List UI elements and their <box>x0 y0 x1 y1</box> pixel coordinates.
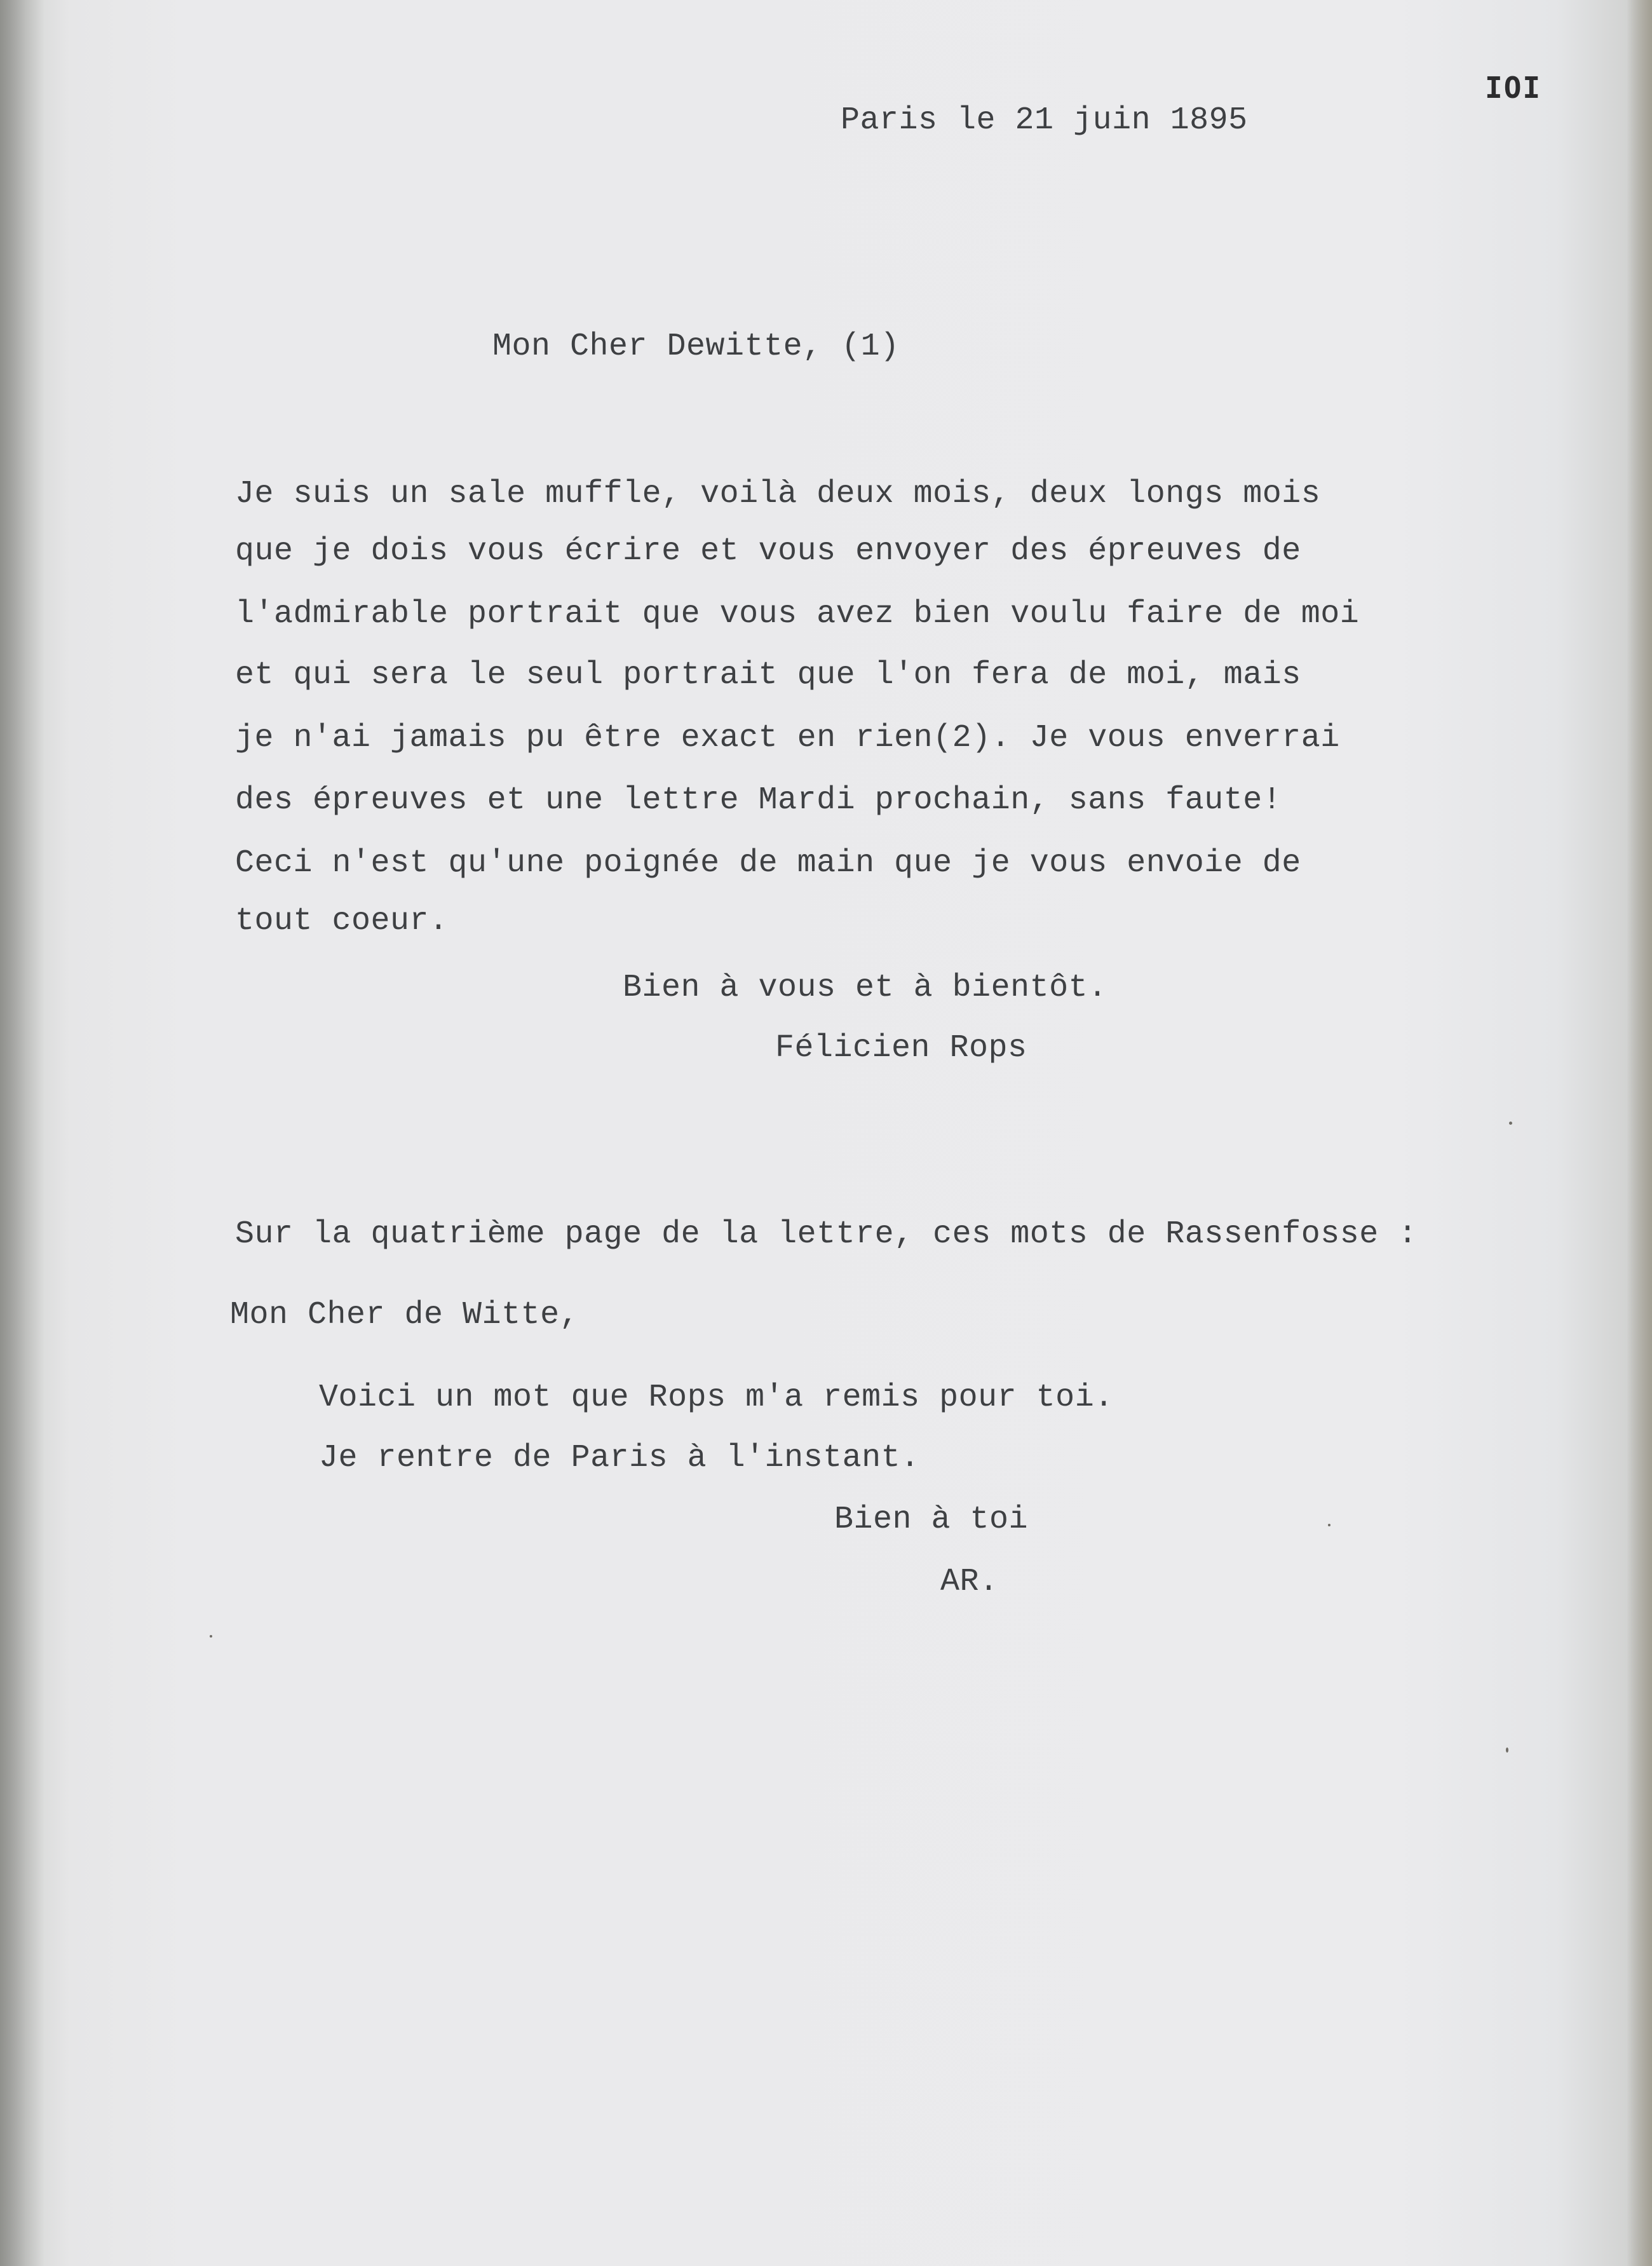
body-line: Ceci n'est qu'une poignée de main que je vous envoie de <box>235 845 1301 881</box>
body-line: Je suis un sale muffle, voilà deux mois, deux longs mois <box>235 476 1321 512</box>
postscript-line: Je rentre de Paris à l'instant. <box>319 1440 920 1476</box>
paper-speck <box>1328 1524 1330 1526</box>
binding-shadow <box>0 0 44 2266</box>
page-edge <box>1627 0 1652 2266</box>
postscript-intro: Sur la quatrième page de la lettre, ces mots de Rassenfosse : <box>235 1216 1418 1252</box>
page-number: IOI <box>1485 71 1542 105</box>
letter-date: Paris le 21 juin 1895 <box>841 102 1248 139</box>
letter-salutation: Mon Cher Dewitte, (1) <box>492 329 900 365</box>
paper-speck <box>1506 1747 1508 1753</box>
body-line: que je dois vous écrire et vous envoyer des épreuves de <box>235 533 1301 569</box>
body-line: tout coeur. <box>235 903 449 939</box>
paper-speck <box>210 1635 212 1638</box>
letter-signature: Félicien Rops <box>775 1030 1027 1066</box>
body-line: et qui sera le seul portrait que l'on fera de moi, mais <box>235 657 1301 693</box>
postscript-closing: Bien à toi <box>834 1502 1029 1538</box>
paper-speck <box>1509 1122 1512 1125</box>
body-line: des épreuves et une lettre Mardi prochain, sans faute! <box>235 782 1282 818</box>
body-line: je n'ai jamais pu être exact en rien(2). Je vous enverrai <box>235 720 1340 756</box>
body-line: l'admirable portrait que vous avez bien voulu faire de moi <box>235 596 1360 632</box>
postscript-salutation: Mon Cher de Witte, <box>230 1297 579 1333</box>
postscript-signature: AR. <box>940 1564 999 1600</box>
letter-closing: Bien à vous et à bientôt. <box>623 970 1107 1006</box>
postscript-line: Voici un mot que Rops m'a remis pour toi. <box>319 1380 1114 1416</box>
